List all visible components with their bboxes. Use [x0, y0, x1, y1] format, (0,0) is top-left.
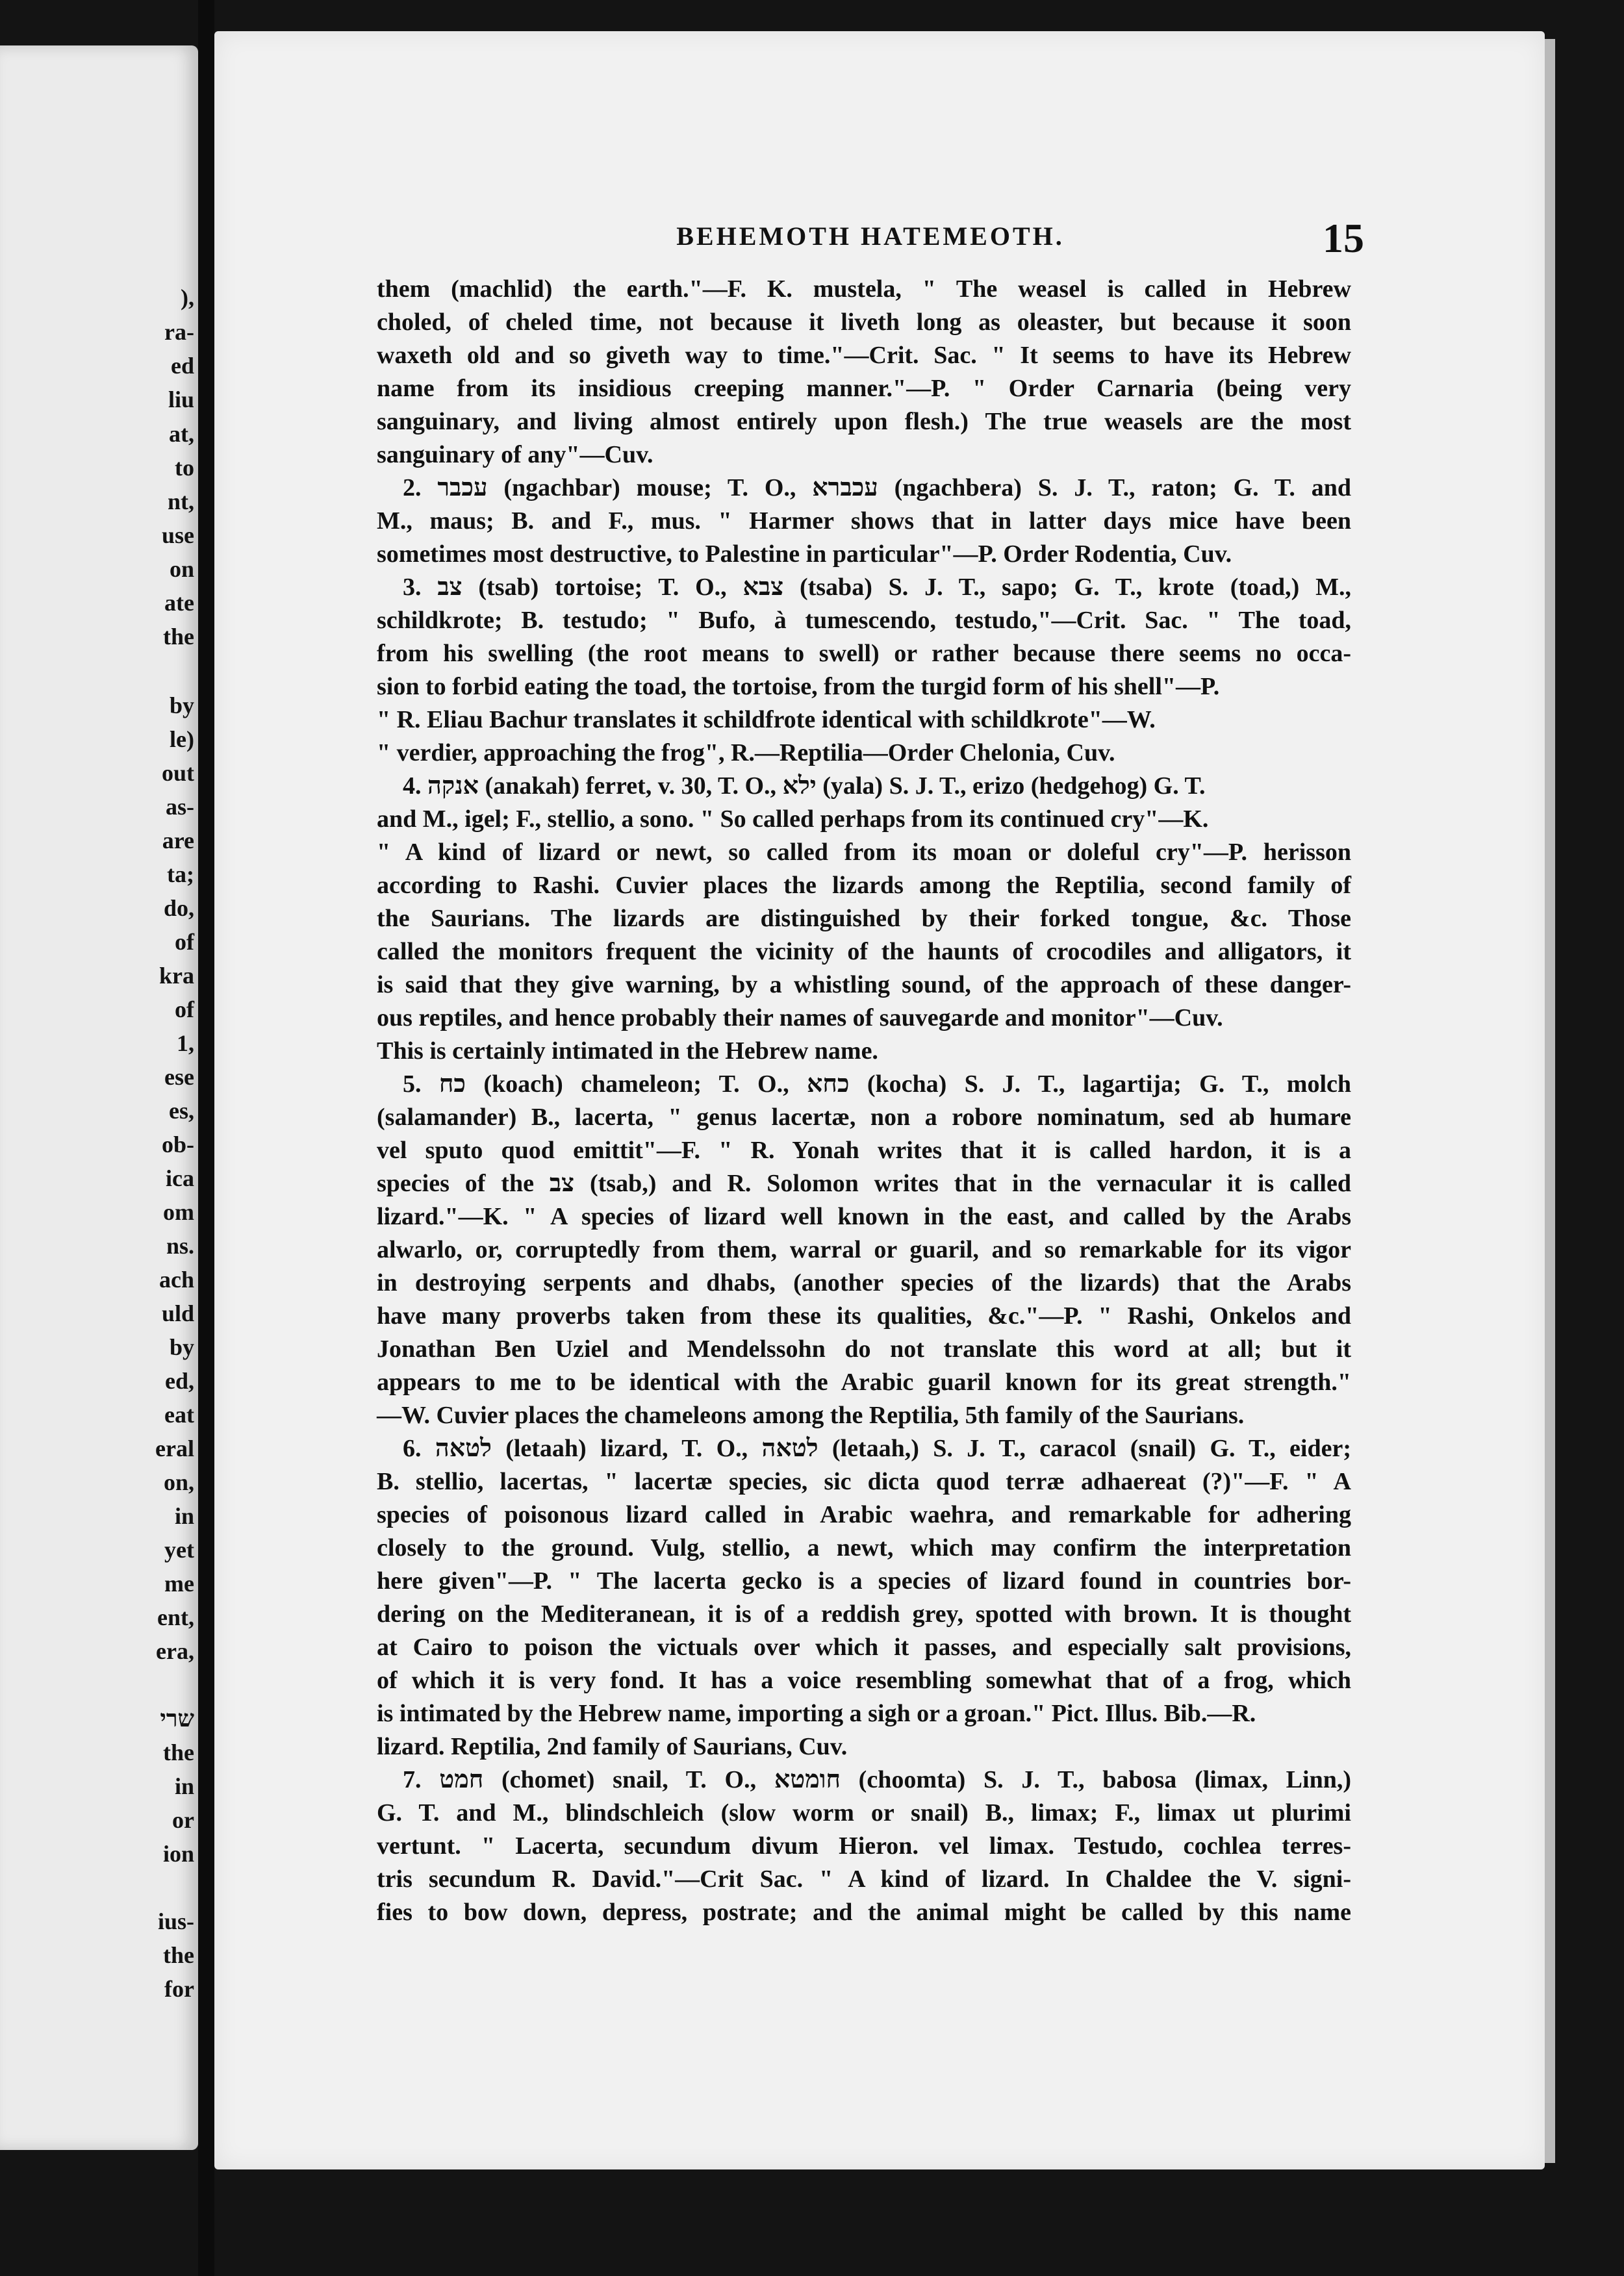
text-line: ous reptiles, and hence probably their names of sauvegarde and monitor"—Cuv. [377, 1004, 1223, 1031]
text-line: is intimated by the Hebrew name, importing a sigh or a groan." Pict. Illus. Bib.—R. [377, 1700, 1256, 1727]
left-page-fragment: in [174, 1503, 194, 1529]
text-line: 7. חמט (chomet) snail, T. O., חומטא (choomta) S. J. T., babosa (limax, Linn,) [403, 1766, 1352, 1793]
text-line: sion to forbid eating the toad, the tortoise, from the turgid form of his shell"—P. [377, 673, 1220, 700]
text-line: lizard."—K. " A species of lizard well known in the east, and called by the Arabs [377, 1203, 1351, 1230]
left-page-fragment: ius- [157, 1908, 194, 1934]
text-line: 5. כח (koach) chameleon; T. O., כחא (kocha) S. J. T., lagartija; G. T., molch [403, 1070, 1352, 1098]
text-line: of which it is very fond. It has a voice resembling somewhat that of a frog, which [377, 1667, 1351, 1694]
body-text [377, 273, 1351, 1929]
left-page-fragment: ed, [165, 1368, 194, 1394]
left-page-fragment: or [172, 1807, 194, 1833]
text-line: (salamander) B., lacerta, " genus lacertæ, non a robore nominatum, sed ab humare [377, 1104, 1351, 1131]
text-line: dering on the Mediteranean, it is of a reddish grey, spotted with brown. It is thought [377, 1600, 1351, 1628]
left-page-fragment: ed [171, 353, 194, 379]
left-page-fragment: on [169, 556, 194, 582]
text-line: 2. עכבר (ngachbar) mouse; T. O., עכברא (ngachbera) S. J. T., raton; G. T. and [403, 474, 1352, 501]
left-page-fragment: ica [166, 1165, 194, 1191]
text-line: alwarlo, or, corruptedly from them, warral or guaril, and so remarkable for its vigor [377, 1236, 1351, 1263]
text-line: 3. צב (tsab) tortoise; T. O., צבא (tsaba) S. J. T., sapo; G. T., krote (toad,) M., [403, 574, 1351, 601]
text-line: lizard. Reptilia, 2nd family of Saurians, Cuv. [377, 1733, 848, 1760]
text-line: choled, of cheled time, not because it liveth long as oleaster, but because it soon [377, 309, 1351, 336]
left-page-fragment: are [162, 828, 194, 854]
text-line: and M., igel; F., stellio, a sono. " So called perhaps from its continued cry"—K. [377, 805, 1209, 833]
left-page-fragment: by [169, 1334, 194, 1360]
left-page-fragment: in [174, 1773, 194, 1799]
left-page-fragment: om [163, 1199, 194, 1225]
left-page-fragment: the [163, 624, 194, 650]
text-line: " verdier, approaching the frog", R.—Reptilia—Order Chelonia, Cuv. [377, 739, 1115, 766]
text-line: name from its insidious creeping manner."—P. " Order Carnaria (being very [377, 375, 1351, 402]
left-page-fragment: do, [163, 895, 194, 921]
left-page-fragment: nt, [167, 488, 194, 514]
text-line: in destroying serpents and dhabs, (another species of the lizards) that the Arabs [377, 1269, 1351, 1296]
text-line: G. T. and M., blindschleich (slow worm or snail) B., limax; F., limax ut plurimi [377, 1799, 1351, 1827]
text-line: —W. Cuvier places the chameleons among the Reptilia, 5th family of the Saurians. [377, 1402, 1245, 1429]
text-line: sanguinary of any"—Cuv. [377, 441, 653, 468]
text-line: sanguinary, and living almost entirely upon flesh.) The true weasels are the most [377, 408, 1351, 435]
left-page-fragment: of [175, 996, 194, 1022]
text-line: " A kind of lizard or newt, so called from its moan or doleful cry"—P. herisson [377, 839, 1351, 866]
text-line: 6. לטאה (letaah) lizard, T. O., לטאה (letaah,) S. J. T., caracol (snail) G. T., eider; [403, 1435, 1352, 1462]
left-page-fragment: ese [164, 1064, 194, 1090]
text-line: M., maus; B. and F., mus. " Harmer shows that in latter days mice have been [377, 507, 1351, 535]
left-page-fragment: as- [166, 794, 194, 820]
left-page-fragment: the [163, 1942, 194, 1968]
text-line: fies to bow down, depress, postrate; and the animal might be called by this name [377, 1899, 1351, 1926]
left-page-edge [0, 45, 198, 2150]
left-page-fragment: ra- [164, 319, 194, 345]
page-header [377, 214, 1364, 266]
text-line: waxeth old and so giveth way to time."—Crit. Sac. " It seems to have its Hebrew [377, 342, 1351, 369]
text-line: species of poisonous lizard called in Arabic waehra, and remarkable for adhering [377, 1501, 1351, 1528]
text-line: 4. אנקה (anakah) ferret, v. 30, T. O., ילא (yala) S. J. T., erizo (hedgehog) G. T. [403, 772, 1206, 800]
left-page-fragment: ate [164, 590, 194, 616]
left-page-fragment: yet [164, 1537, 194, 1563]
left-page-fragment: es, [169, 1098, 194, 1124]
left-page-fragment: eat [164, 1402, 194, 1428]
text-line: at Cairo to poison the victuals over which it passes, and especially salt provisions, [377, 1634, 1351, 1661]
text-line: from his swelling (the root means to swell) or rather because there seems no occa- [377, 640, 1351, 667]
text-line: called the monitors frequent the vicinity of the haunts of crocodiles and alligators, it [377, 938, 1351, 965]
left-page-fragment: by [169, 692, 194, 718]
left-page-fragment: the [163, 1739, 194, 1765]
text-line: tris secundum R. David."—Crit Sac. " A kind of lizard. In Chaldee the V. signi- [377, 1865, 1351, 1893]
left-page-fragment: eral [155, 1435, 194, 1461]
left-page-fragment: ta; [167, 861, 194, 887]
text-line: Jonathan Ben Uziel and Mendelssohn do not translate this word at all; but it [377, 1335, 1351, 1363]
left-page-fragment: uld [161, 1300, 194, 1326]
left-page-fragment: for [164, 1976, 194, 2002]
left-page-fragment: kra [159, 963, 194, 989]
left-page-fragment: out [161, 760, 194, 786]
book-gutter [198, 0, 214, 2276]
page-edge-shadow [1545, 39, 1555, 2163]
text-line: according to Rashi. Cuvier places the lizards among the Reptilia, second family of [377, 872, 1351, 899]
text-line: schildkrote; B. testudo; " Bufo, à tumescendo, testudo,"—Crit. Sac. " The toad, [377, 607, 1351, 634]
left-page-fragment: era, [156, 1638, 194, 1664]
running-title: BEHEMOTH HATEMEOTH. [676, 221, 1065, 251]
left-page-fragment: ob- [161, 1132, 194, 1157]
text-line: sometimes most destructive, to Palestine in particular"—P. Order Rodentia, Cuv. [377, 540, 1232, 568]
text-line: vel sputo quod emittit"—F. " R. Yonah writes that it is called hardon, it is a [377, 1137, 1351, 1164]
text-line: vertunt. " Lacerta, secundum divum Hieron. vel limax. Testudo, cochlea terres- [377, 1832, 1351, 1860]
page-number: 15 [1323, 215, 1364, 261]
left-page-fragment: of [175, 929, 194, 955]
text-line: species of the צב (tsab,) and R. Solomon writes that in the vernacular it is called [377, 1170, 1351, 1197]
text-line: here given"—P. " The lacerta gecko is a species of lizard found in countries bor- [377, 1567, 1351, 1595]
text-line: " R. Eliau Bachur translates it schildfrote identical with schildkrote"—W. [377, 706, 1156, 733]
left-page-fragment: ), [181, 284, 194, 310]
text-line: This is certainly intimated in the Hebrew name. [377, 1037, 878, 1065]
left-page-fragment: liu [168, 386, 194, 412]
text-line: closely to the ground. Vulg, stellio, a newt, which may confirm the interpretation [377, 1534, 1351, 1562]
left-page-fragment: ion [162, 1841, 194, 1867]
left-page-fragment: le) [170, 726, 194, 752]
text-line: B. stellio, lacertas, " lacertæ species, sic dicta quod terræ adhaereat (?)"—F. " A [377, 1468, 1351, 1495]
left-page-fragment: ent, [157, 1604, 194, 1630]
text-line: them (machlid) the earth."—F. K. mustela, " The weasel is called in Hebrew [377, 275, 1351, 303]
left-page-fragment: me [164, 1571, 194, 1597]
left-page-fragment: ach [159, 1267, 194, 1293]
left-page-fragment: on, [163, 1469, 194, 1495]
left-page-fragment: 1, [177, 1030, 194, 1056]
text-line: is said that they give warning, by a whistling sound, of the approach of these danger- [377, 971, 1351, 998]
text-line: have many proverbs taken from these its qualities, &c."—P. " Rashi, Onkelos and [377, 1302, 1351, 1330]
left-page-fragment: שרי [160, 1706, 194, 1732]
left-page-fragment: at, [169, 421, 194, 447]
left-page-fragment: to [175, 455, 194, 481]
left-page-fragment: ns. [166, 1233, 194, 1259]
text-line: appears to me to be identical with the Arabic guaril known for its great strength." [377, 1369, 1351, 1396]
text-line: the Saurians. The lizards are distinguished by their forked tongue, &c. Those [377, 905, 1351, 932]
left-page-fragment: use [161, 522, 194, 548]
